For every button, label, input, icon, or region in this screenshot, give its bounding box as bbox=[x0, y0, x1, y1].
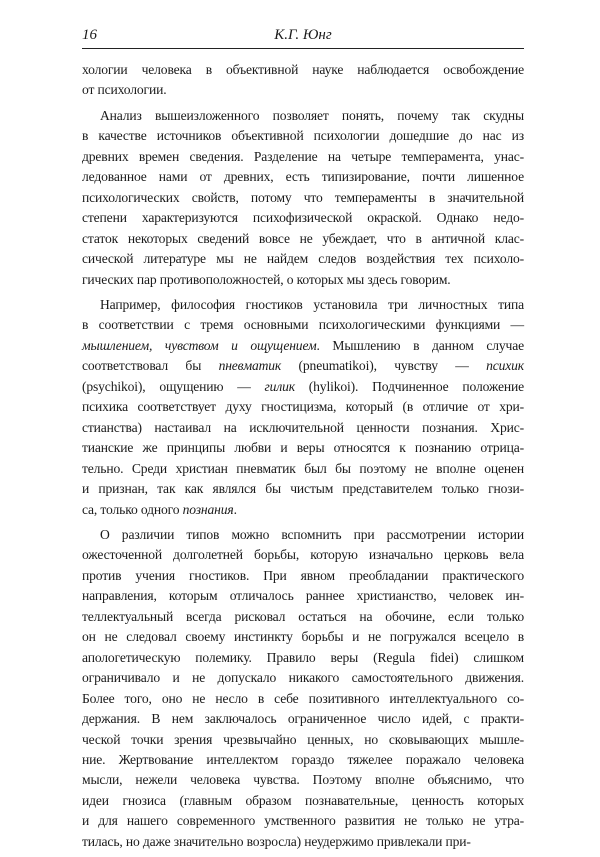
text-line bbox=[82, 811, 524, 831]
text-line bbox=[82, 106, 524, 126]
text-segment: . bbox=[233, 501, 237, 517]
text-segment: теллектуальный всегда рисковал остаться на обочине, если только bbox=[82, 608, 524, 624]
paragraph bbox=[82, 106, 524, 290]
text-segment: он не следовал своему инстинкту борьбы и не погружался всецело в bbox=[82, 629, 524, 645]
italic-text: познания bbox=[182, 501, 234, 517]
text-line bbox=[82, 525, 524, 545]
text-line bbox=[82, 249, 524, 269]
text-segment: степени характеризуются психофизической окраской. Однако недо- bbox=[82, 210, 524, 226]
paragraph bbox=[82, 60, 524, 101]
text-segment: сической литературе мы не найдем следов воздействия тех психоло- bbox=[82, 251, 524, 267]
text-segment: против учения гностиков. При явном преобладании практического bbox=[82, 567, 524, 583]
text-line bbox=[82, 60, 524, 80]
italic-text: психик bbox=[486, 358, 524, 374]
text-line bbox=[82, 648, 524, 668]
text-segment: апологетическую полемику. Правило веры (Regula fidei) слишком bbox=[82, 649, 524, 665]
text-segment: са, только одного bbox=[82, 501, 183, 517]
body-text bbox=[82, 60, 524, 857]
text-line bbox=[82, 689, 524, 709]
text-line bbox=[82, 377, 524, 397]
text-line bbox=[82, 208, 524, 228]
text-segment: стианства) настаивал на исключительной ценности познания. Хрис- bbox=[82, 419, 524, 435]
italic-text: гилик bbox=[264, 378, 295, 394]
text-segment: от психологии. bbox=[82, 82, 167, 98]
text-line bbox=[82, 566, 524, 586]
text-line bbox=[82, 607, 524, 627]
text-segment: хологии человека в объективной науке наблюдается освобождение bbox=[82, 62, 524, 77]
text-line bbox=[82, 126, 524, 146]
italic-text: пневматик bbox=[218, 358, 282, 374]
header-rule bbox=[82, 48, 524, 49]
text-line bbox=[82, 80, 524, 100]
text-line bbox=[82, 438, 524, 458]
text-segment: Анализ вышеизложенного позволяет понять, почему так скудны bbox=[100, 107, 524, 123]
text-line bbox=[82, 270, 524, 290]
text-line bbox=[82, 188, 524, 208]
text-line bbox=[82, 336, 524, 356]
text-line bbox=[82, 479, 524, 499]
text-line bbox=[82, 832, 524, 852]
text-segment: древних времен сведения. Разделение на четыре темперамента, унас- bbox=[82, 148, 524, 164]
text-segment: идеи гнозиса (главным образом познавательные, ценность которых bbox=[82, 792, 524, 808]
text-segment: мысли, нежели человека чувства. Поэтому вполне объяснимо, что bbox=[82, 772, 524, 788]
text-line bbox=[82, 167, 524, 187]
text-segment: тельно. Среди христиан пневматик был бы поэтому не вполне оценен bbox=[82, 460, 524, 476]
text-line bbox=[82, 315, 524, 335]
text-line bbox=[82, 586, 524, 606]
page-number: 16 bbox=[82, 27, 97, 43]
text-segment: О различии типов можно вспомнить при рассмотрении истории bbox=[100, 526, 524, 542]
text-segment: и для нашего современного умственного развития не только не утра- bbox=[82, 813, 524, 829]
running-head bbox=[82, 25, 524, 47]
text-line bbox=[82, 295, 524, 315]
text-line bbox=[82, 709, 524, 729]
text-line bbox=[82, 356, 524, 376]
italic-text: мышлением, чувством и ощущением bbox=[82, 337, 317, 353]
text-line bbox=[82, 668, 524, 688]
text-line bbox=[82, 545, 524, 565]
text-segment: (psychikoi), ощущению — bbox=[82, 378, 265, 394]
text-line bbox=[82, 418, 524, 438]
text-segment: ожесточенной долголетней борьбы, которую изначально церковь вела bbox=[82, 547, 524, 563]
text-line bbox=[82, 750, 524, 770]
text-line bbox=[82, 770, 524, 790]
text-segment: гических пар противоположностей, о которых мы здесь говорим. bbox=[82, 271, 451, 287]
text-segment: ограничивало и не допускало никакого самостоятельного движения. bbox=[82, 670, 524, 686]
text-line bbox=[82, 791, 524, 811]
text-line bbox=[82, 730, 524, 750]
text-segment: (hylikoi). Подчиненное положение bbox=[294, 378, 524, 394]
text-segment: . Мышлению в данном случае bbox=[316, 337, 524, 353]
text-segment: и признан, так как являлся бы чистым представителем только гнози- bbox=[82, 481, 524, 497]
text-segment: Например, философия гностиков установила три личностных типа bbox=[100, 296, 524, 312]
text-line bbox=[82, 397, 524, 417]
text-segment: ледованное нами от древних, есть типизирование, почти лишенное bbox=[82, 169, 524, 185]
text-segment: тилась, но даже значительно возросла) неудержимо привлекали при- bbox=[82, 833, 471, 849]
text-line bbox=[82, 229, 524, 249]
text-segment: соответствовал бы bbox=[82, 358, 219, 374]
text-segment: психологических свойств, потому что темпераменты в значительной bbox=[82, 189, 524, 205]
text-line bbox=[82, 147, 524, 167]
text-segment: (pneumatikoi), чувству — bbox=[281, 358, 487, 374]
text-line bbox=[82, 500, 524, 520]
text-segment: психика соответствует духу гностицизма, который (в отличие от хри- bbox=[82, 399, 524, 415]
text-segment: в качестве источников объективной психологии дошедшие до нас из bbox=[82, 128, 524, 144]
paragraph bbox=[82, 295, 524, 520]
text-segment: ческой точки зрения чрезвычайно ценных, но сковывающих мышле- bbox=[82, 731, 524, 747]
text-line bbox=[82, 627, 524, 647]
text-segment: держания. В нем заключалось ограниченное число идей, с практи- bbox=[82, 711, 524, 727]
text-segment: тианские же принципы любви и веры относятся к познанию отрица- bbox=[82, 440, 524, 456]
text-segment: Более того, оно не несло в себе позитивного интеллектуального со- bbox=[82, 690, 524, 706]
text-segment: направления, которым отличалось раннее христианство, человек ин- bbox=[82, 588, 524, 604]
paragraph bbox=[82, 525, 524, 852]
text-segment: статок некоторых сведений вовсе не убеждает, что в античной клас- bbox=[82, 230, 524, 246]
text-segment: ние. Жертвование интеллектом гораздо тяжелее поражало человека bbox=[82, 751, 524, 767]
running-title: К.Г. Юнг bbox=[274, 27, 332, 43]
text-segment: в соответствии с тремя основными психологическими функциями — bbox=[82, 317, 524, 333]
text-line bbox=[82, 459, 524, 479]
